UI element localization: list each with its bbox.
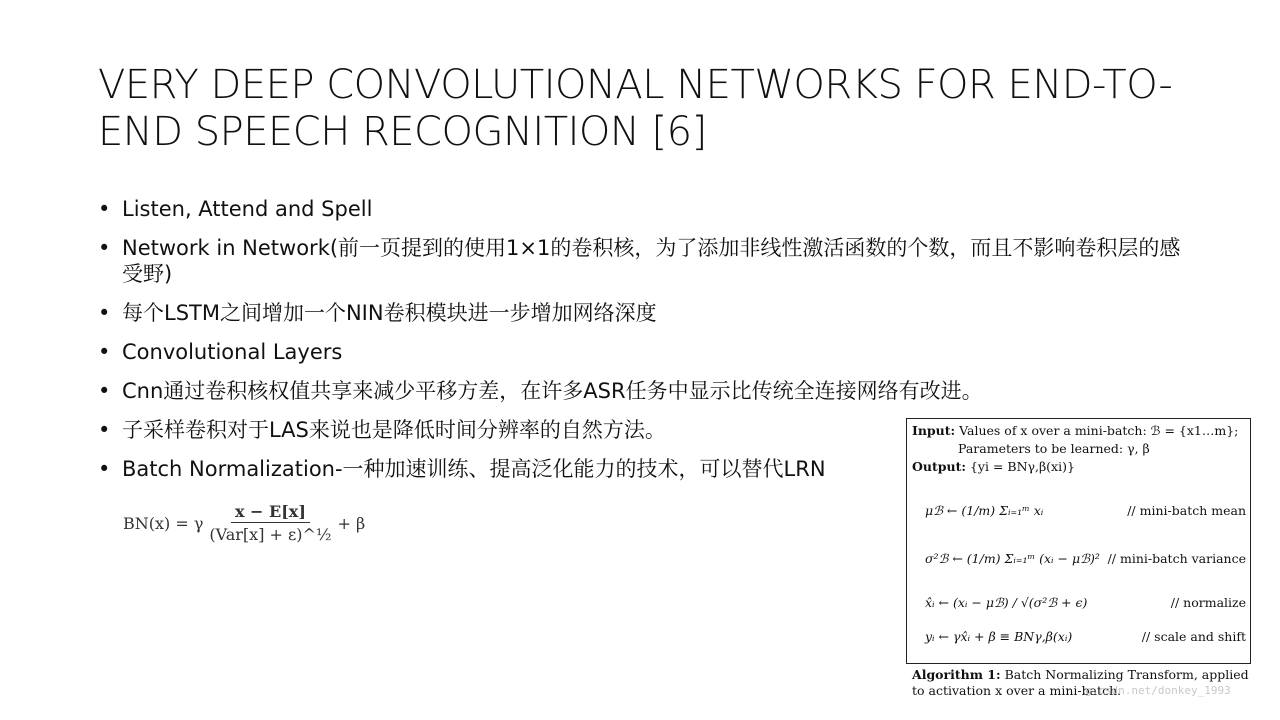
step-equation: yᵢ ← γx̂ᵢ + β ≡ BNγ,β(xᵢ) (925, 629, 1073, 644)
algorithm-output-row (912, 459, 1075, 474)
slide-title: VERY DEEP CONVOLUTIONAL NETWORKS FOR END-TO-END SPEECH RECOGNITION [6] (98, 62, 1173, 155)
bullet-item: • Cnn通过卷积核权值共享来减少平移方差，在许多ASR任务中显示比传统全连接网络有改进。 (98, 378, 1188, 404)
bullet-item: • Batch Normalization-一种加速训练、提高泛化能力的技术，可以替代LRN (98, 456, 1188, 482)
watermark: g.csdn.net/donkey_1993 (1085, 684, 1231, 697)
step-comment: // scale and shift (1141, 629, 1246, 644)
algorithm-box (906, 418, 1251, 664)
bullet-item: • Convolutional Layers (98, 339, 1188, 365)
step-equation: x̂ᵢ ← (xᵢ − μℬ) / √(σ²ℬ + ϵ) (925, 595, 1088, 610)
input-text: Values of x over a mini-batch: ℬ = {x1…m}; (959, 423, 1239, 438)
bullet-item: • Network in Network(前一页提到的使用1×1的卷积核，为了添加非线性激活函数的个数，而且不影响卷积层的感受野) (98, 235, 1188, 287)
output-label: Output: (912, 459, 966, 474)
formula-lhs: BN(x) = γ (123, 513, 204, 533)
bullet-item: • Listen, Attend and Spell (98, 196, 1188, 222)
params-text: Parameters to be learned: γ, β (958, 441, 1150, 456)
caption-label: Algorithm 1: (912, 667, 1001, 682)
input-label: Input: (912, 423, 956, 438)
step-comment: // mini-batch mean (1127, 503, 1246, 518)
bullet-item: • 每个LSTM之间增加一个NIN卷积模块进一步增加网络深度 (98, 300, 1188, 326)
caption-text: Batch Normalizing Transform, applied to activation x over a mini-batch. (912, 667, 1249, 698)
step-equation: σ²ℬ ← (1/m) Σᵢ₌₁ᵐ (xᵢ − μℬ)² (925, 551, 1100, 566)
step-comment: // mini-batch variance (1107, 551, 1246, 566)
formula-numerator: x − E[x] (231, 502, 310, 523)
step-equation: μℬ ← (1/m) Σᵢ₌₁ᵐ xᵢ (925, 503, 1044, 518)
bullet-item: • 子采样卷积对于LAS来说也是降低时间分辨率的自然方法。 (98, 417, 1188, 443)
algorithm-input-row (912, 423, 1238, 438)
output-text: {yi = BNγ,β(xi)} (969, 459, 1075, 474)
batch-norm-formula (123, 502, 365, 544)
step-comment: // normalize (1170, 595, 1246, 610)
formula-denominator: (Var[x] + ε)^½ (209, 525, 332, 544)
formula-rhs: + β (337, 513, 366, 533)
formula-fraction (209, 502, 331, 544)
